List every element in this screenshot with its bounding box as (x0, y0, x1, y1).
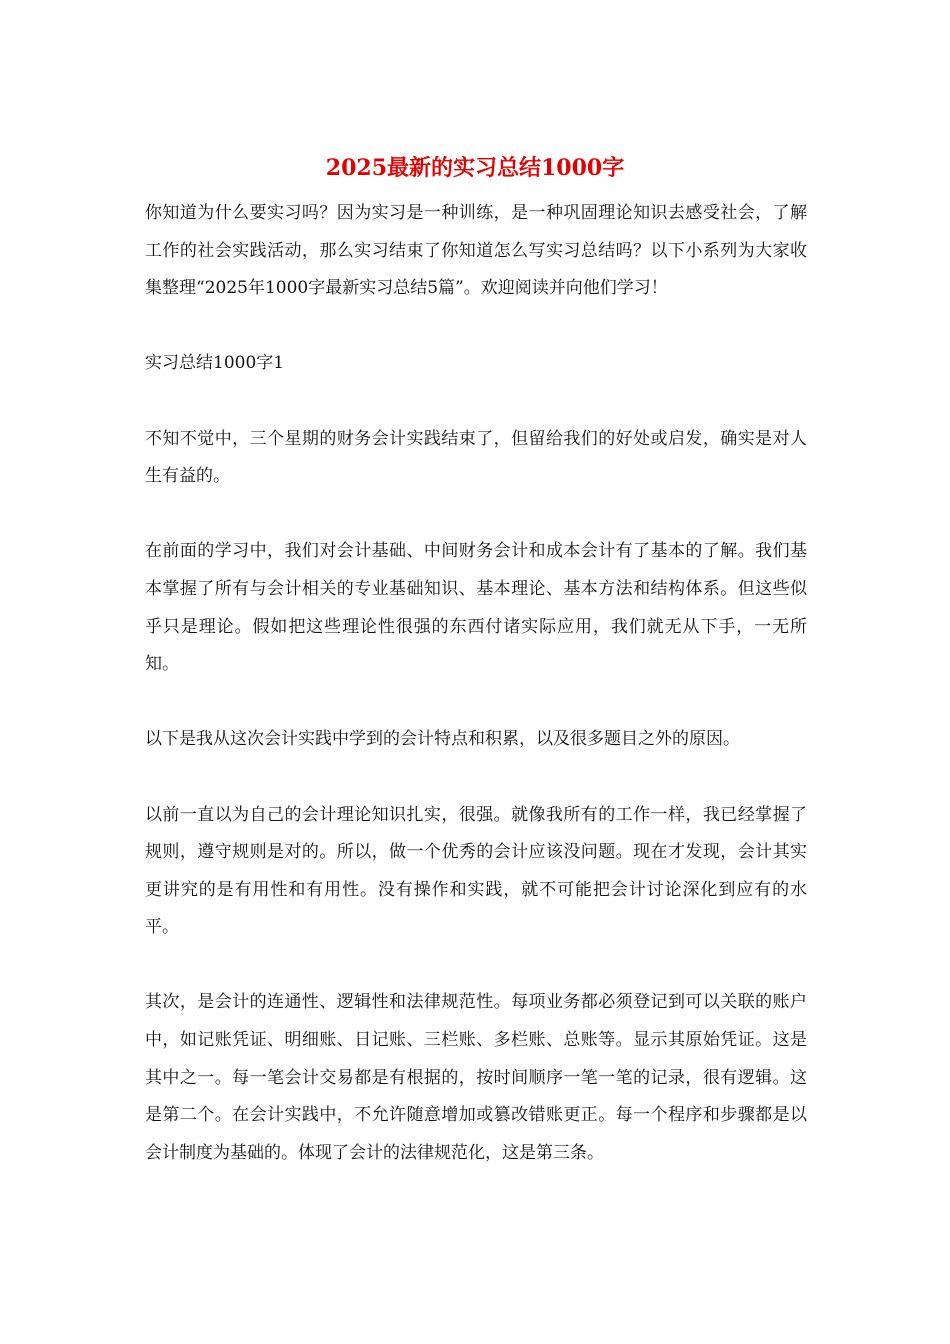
body-paragraph: 以前一直以为自己的会计理论知识扎实，很强。就像我所有的工作一样，我已经掌握了规则，遵守规则是对的。所以，做一个优秀的会计应该没问题。现在才发现，会计其实更讲究的是有用性和有用性。没有操作和实践，就不可能把会计讨论深化到应有的水平。 (145, 804, 807, 938)
document-body (145, 195, 807, 1210)
body-paragraph: 不知不觉中，三个星期的财务会计实践结束了，但留给我们的好处或启发，确实是对人生有益的。 (145, 428, 807, 487)
body-paragraph: 在前面的学习中，我们对会计基础、中间财务会计和成本会计有了基本的了解。我们基本掌握了所有与会计相关的专业基础知识、基本理论、基本方法和结构体系。但这些似乎只是理论。假如把这些理论性很强的东西付诸实际应用，我们就无从下手，一无所知。 (145, 541, 807, 675)
page-title: 2025最新的实习总结1000字 (325, 155, 625, 181)
body-paragraph: 其次，是会计的连通性、逻辑性和法律规范性。每项业务都必须登记到可以关联的账户中，如记账凭证、明细账、日记账、三栏账、多栏账、总账等。显示其原始凭证。这是其中之一。每一笔会计交易都是有根据的，按时间顺序一笔一笔的记录，很有逻辑。这是第二个。在会计实践中，不允许随意增加或篡改错账更正。每一个程序和步骤都是以会计制度为基础的。体现了会计的法律规范化，这是第三条。 (145, 992, 807, 1163)
body-paragraph: 以下是我从这次会计实践中学到的会计特点和积累，以及很多题目之外的原因。 (145, 729, 740, 750)
section-heading: 实习总结1000字1 (145, 353, 285, 374)
intro-paragraph: 你知道为什么要实习吗？因为实习是一种训练，是一种巩固理论知识去感受社会，了解工作的社会实践活动，那么实习结束了你知道怎么写实习总结吗？以下小系列为大家收集整理“2025年1000字最新实习总结5篇”。欢迎阅读并向他们学习！ (145, 203, 807, 299)
